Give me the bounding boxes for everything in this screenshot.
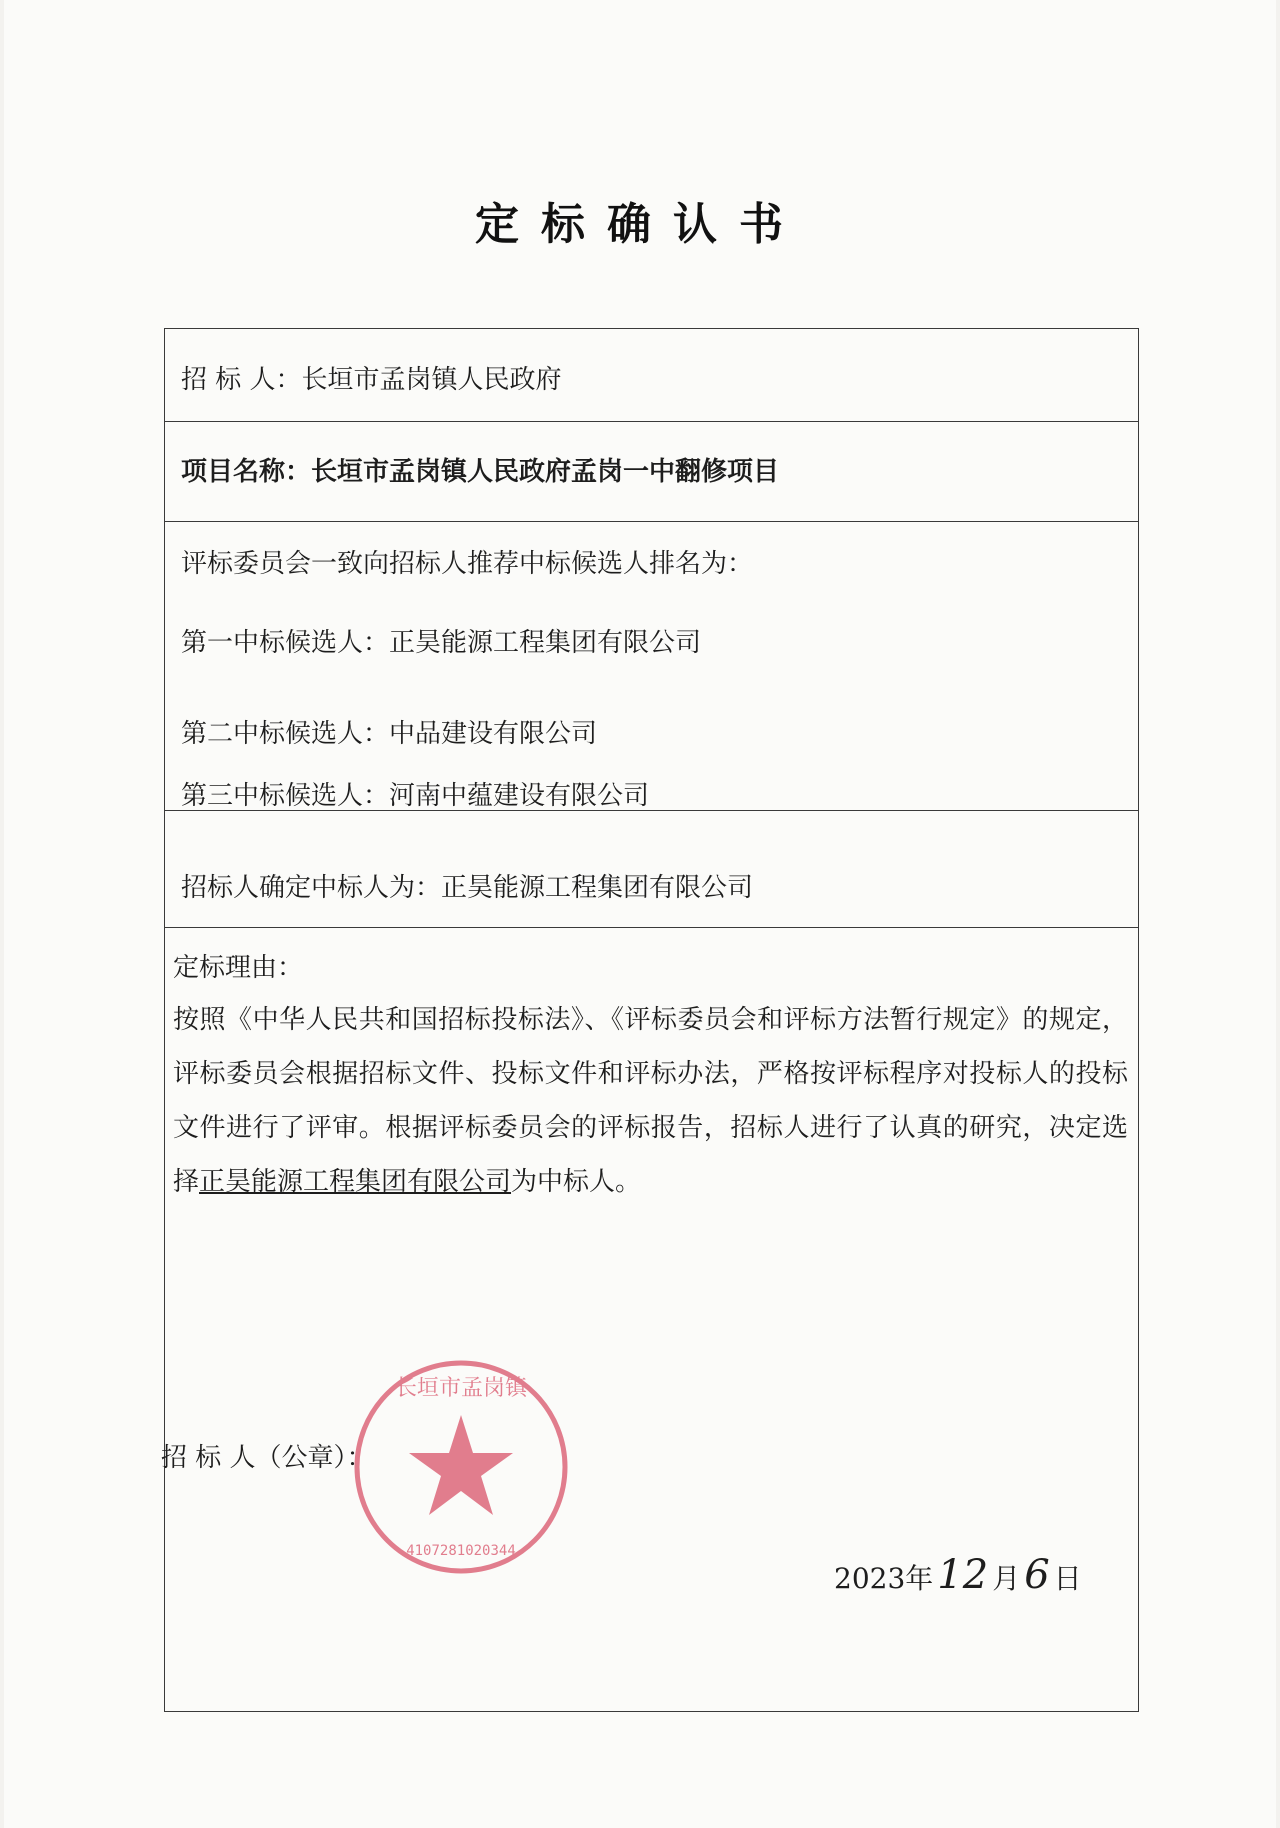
candidate-name: 河南中蕴建设有限公司 <box>389 781 650 811</box>
project-name: 长垣市孟岗镇人民政府孟岗一中翻修项目 <box>311 457 780 487</box>
winner-name: 正昊能源工程集团有限公司 <box>441 873 754 903</box>
reason-heading: 定标理由： <box>173 953 304 983</box>
tenderer-row <box>181 359 562 396</box>
tenderer-label: 招 标 人： <box>181 365 302 395</box>
date-year-unit: 年 <box>905 1562 934 1595</box>
signature-date <box>834 1552 1082 1598</box>
form-table <box>161 328 1139 1712</box>
candidate-name: 正昊能源工程集团有限公司 <box>389 628 702 658</box>
date-day-unit: 日 <box>1053 1562 1082 1595</box>
winner-label: 招标人确定中标人为： <box>181 873 442 903</box>
reason-text-end: 为中标人。 <box>511 1167 642 1197</box>
document-page <box>4 0 1276 1828</box>
candidate-item <box>181 713 597 750</box>
winner-row <box>181 867 753 904</box>
project-row <box>181 451 779 488</box>
tenderer-name: 长垣市孟岗镇人民政府 <box>301 365 562 395</box>
candidate-label: 第二中标候选人： <box>181 719 390 749</box>
candidate-item <box>181 775 649 812</box>
committee-intro: 评标委员会一致向招标人推荐中标候选人排名为： <box>181 549 754 579</box>
divider <box>165 521 1138 522</box>
candidate-name: 中品建设有限公司 <box>389 719 598 749</box>
date-year: 2023 <box>834 1562 906 1595</box>
svg-text:4107281020344: 4107281020344 <box>406 1543 516 1559</box>
divider <box>165 810 1138 811</box>
document-title: 定标确认书 <box>475 199 805 250</box>
candidate-label: 第一中标候选人： <box>181 628 390 658</box>
svg-text:长垣市孟岗镇: 长垣市孟岗镇 <box>394 1376 528 1401</box>
date-month: 12 <box>937 1552 989 1598</box>
divider <box>165 421 1138 422</box>
candidate-label: 第三中标候选人： <box>181 781 390 811</box>
project-label: 项目名称： <box>181 457 312 487</box>
candidate-item <box>181 622 701 659</box>
date-day: 6 <box>1024 1552 1050 1598</box>
seal-label: 招 标 人（公章）： <box>161 1443 373 1473</box>
date-month-unit: 月 <box>992 1562 1021 1595</box>
reason-text: 按照《中华人民共和国招标投标法》、《评标委员会和评标方法暂行规定》的规定，评标委员会根据招标文件、投标文件和评标办法，严格按评标程序对投标人的投标文件进行了评审。根据评标委员会的评标报告，招标人进行了认真的研究，决定选择 <box>173 1005 1128 1197</box>
reason-winner-name: 正昊能源工程集团有限公司 <box>199 1167 512 1197</box>
reason-paragraph <box>173 993 1128 1209</box>
official-seal-stamp <box>349 1355 574 1580</box>
divider <box>165 927 1138 928</box>
